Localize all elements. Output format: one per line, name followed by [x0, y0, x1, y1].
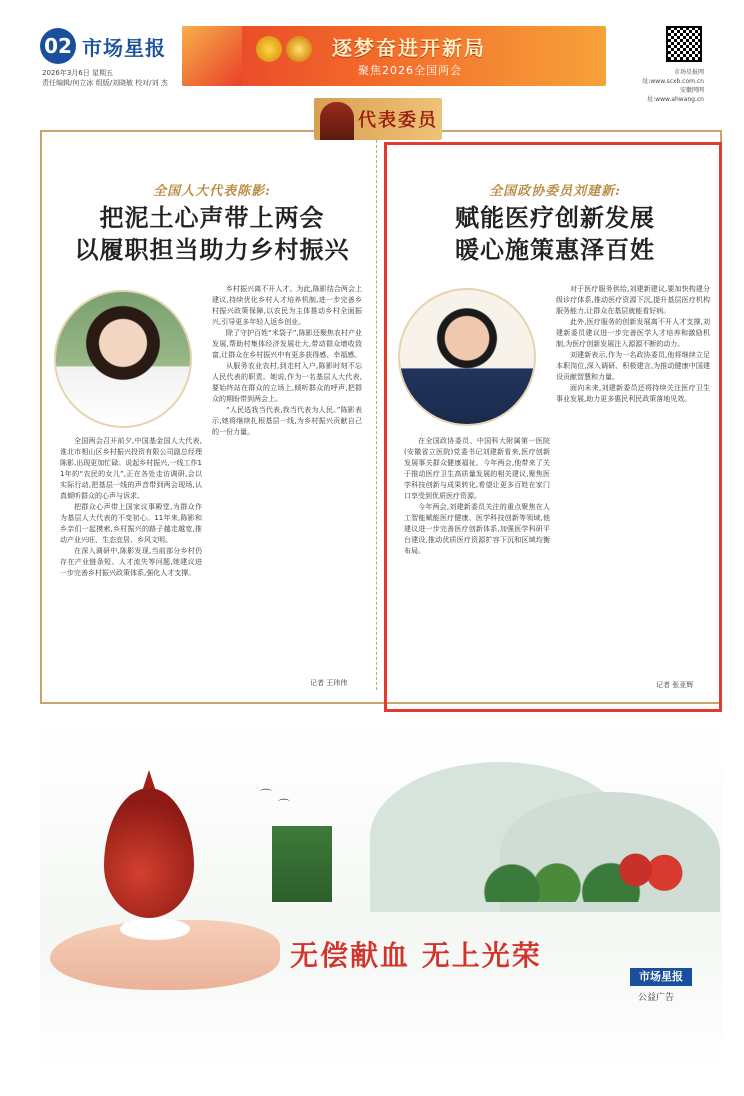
blood-drop-icon	[104, 788, 194, 918]
qr-code-icon[interactable]	[666, 26, 702, 62]
bird-icon: ⌒	[278, 798, 291, 812]
section-badge-label: 代表委员	[358, 110, 438, 131]
headline-line: 赋能医疗创新发展	[455, 204, 655, 232]
banner-title: 逐梦奋进开新局	[332, 36, 486, 60]
two-sessions-banner	[182, 26, 606, 86]
paragraph: “人民选我当代表,我当代表为人民。”陈影表示,她将继续扎根基层一线,为乡村振兴贡献自己的一份力量。	[212, 406, 362, 436]
left-article-headline	[48, 202, 376, 266]
issue-date: 2026年3月6日 星期五	[42, 69, 113, 77]
paragraph: 对于医疗服务供给,刘建新建议,要加快构建分级诊疗体系,推动医疗资源下沉,提升基层医疗机构服务能力,让群众在基层就能看好病。	[556, 285, 710, 315]
ad-brand-logo: 市场星报	[630, 968, 692, 986]
paragraph: 除了守护百姓“米袋子”,陈影还聚焦农村产业发展,帮助村集体经济发展壮大,带动群众增收致富,让群众在乡村振兴中有更多获得感、幸福感。	[212, 329, 362, 359]
brand-logo: 市场星报	[82, 36, 166, 60]
column-divider	[376, 140, 377, 690]
paragraph: 全国两会召开前夕,中国基金国人大代表,淮北市相山区乡村振兴投资有限公司副总经理陈影,出现更加忙碌。说起乡村振兴,一线工作11年的“农民的女儿”,正在各处走访调研,会以实际行动,把基层一线的声音带到两会现场,认真倾听群众的心声与诉求。	[60, 437, 202, 500]
banner-subtitle: 聚焦2026全国两会	[358, 64, 462, 77]
cloud-shape	[120, 918, 190, 940]
left-article-kicker: 全国人大代表陈影:	[153, 184, 271, 199]
headline-line: 以履职担当助力乡村振兴	[74, 236, 350, 264]
blood-drop-mascot-icon	[614, 842, 686, 898]
issue-editors: 责任编辑/何立冰 组版/刘晓敏 校对/刘 杰	[42, 79, 168, 87]
website-info	[628, 68, 704, 104]
right-article-headline	[394, 202, 716, 266]
website-line: 安徽网网址:www.ahwang.cn	[647, 87, 704, 103]
liu-jianxin-portrait	[398, 288, 536, 426]
right-article-byline: 记者 张亚辉	[656, 681, 694, 689]
national-emblem-icon	[256, 36, 282, 62]
paragraph: 从服务农业农村,到走村入户,陈影时刻不忘人民代表的职责。她说,作为一名基层人大代表,要始终站在群众的立场上,倾听群众的呼声,把群众的期盼带到两会上。	[212, 362, 362, 403]
headline-line: 把泥土心声带上两会	[99, 204, 325, 232]
left-article-column-2	[212, 284, 362, 676]
bird-icon: ⌒	[260, 788, 273, 802]
ad-slogan: 无偿献血 无上光荣	[290, 939, 542, 972]
headline-line: 暖心施策惠泽百姓	[455, 236, 655, 264]
right-article-column-1	[404, 436, 550, 682]
cppcc-emblem-icon	[286, 36, 312, 62]
city-buildings-icon	[272, 826, 332, 902]
paragraph: 把群众心声带上国家议事殿堂,为群众作为基层人大代表的不变初心。11年来,陈影和乡亲们一起摸索,乡村振兴的路子越走越宽,推动产业兴旺、生态宜居、乡风文明。	[60, 503, 202, 544]
website-line: 市场星报网址:www.scxb.com.cn	[642, 69, 704, 85]
banner-decoration	[182, 26, 242, 86]
paragraph: 此外,医疗服务的创新发展离不开人才支撑,刘建新委员建议进一步完善医学人才培养和激励机制,为医疗创新发展注入源源不断的动力。	[556, 318, 710, 348]
paragraph: 刘建新表示,作为一名政协委员,他将继续立足本职岗位,深入调研、积极建言,为推动健康中国建设贡献智慧和力量。	[556, 351, 710, 381]
masthead	[40, 22, 704, 103]
blood-donation-ad	[40, 722, 722, 1070]
speaker-figure-icon	[320, 102, 354, 140]
paragraph: 今年两会,刘建新委员关注的重点聚焦在人工智能赋能医疗健康、医学科技创新等领域,他建议进一步完善医疗创新体系,加强医学科研平台建设,推动优质医疗资源扩容下沉和区域均衡布局。	[404, 503, 550, 555]
ad-note: 公益广告	[638, 993, 675, 1003]
left-article-byline: 记者 王玮伟	[310, 679, 348, 687]
paragraph: 在深入调研中,陈影发现,当前部分乡村仍存在产业链条短、人才流失等问题,她建议进一步完善乡村振兴政策体系,强化人才支撑。	[60, 547, 202, 577]
paragraph: 在全国政协委员、中国科大附属第一医院(安徽省立医院)党委书记刘建新看来,医疗创新发展事关群众健康福祉。今年两会,他带来了关于推动医疗卫生高质量发展的相关建议,聚焦医学科技创新与成果转化,希望让更多百姓在家门口享受到优质医疗资源。	[404, 437, 550, 500]
section-badge	[314, 98, 442, 140]
right-article-kicker: 全国政协委员刘建新:	[489, 184, 621, 199]
paragraph: 乡村振兴离不开人才。为此,陈影结合两会上建议,持续优化乡村人才培养机制,进一步完善乡村振兴政策保障,以农民为主体推动乡村全面振兴,引导更多年轻人返乡创业。	[212, 285, 362, 326]
issue-meta	[42, 68, 192, 88]
paragraph: 面向未来,刘建新委员还将持续关注医疗卫生事业发展,助力更多惠民利民政策落地见效。	[556, 384, 710, 403]
left-article-column-1	[60, 436, 202, 682]
right-article-column-2	[556, 284, 710, 676]
chen-ying-portrait	[54, 290, 192, 428]
page-number: 02	[40, 28, 76, 64]
